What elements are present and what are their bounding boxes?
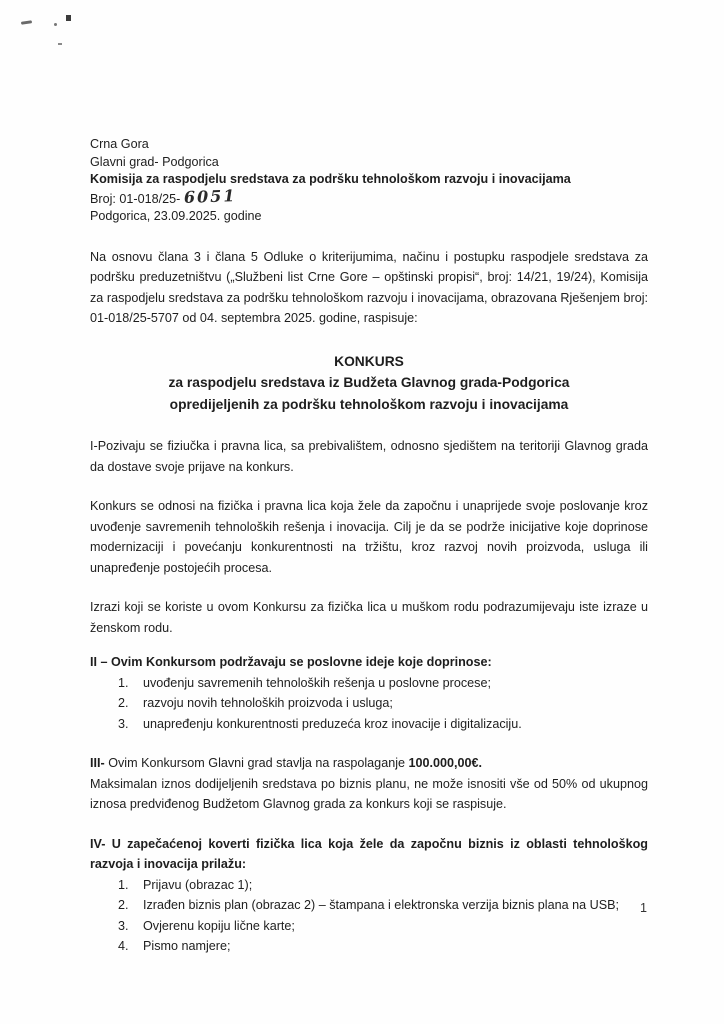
list-item-number: 1. [118,675,129,690]
list-item-text: razvoju novih tehnoloških proizvoda i usluga; [143,696,393,711]
list-item-text: Prijavu (obrazac 1); [143,877,253,892]
list-item [90,693,648,714]
scan-artifact-mark [58,43,62,45]
section-ii-list [90,673,648,735]
scan-artifact-mark [21,20,32,25]
list-item-number: 2. [118,696,129,711]
document-header [90,136,648,226]
header-reference-number [90,185,648,209]
scan-artifact-mark [54,23,57,26]
title-line-3: opredijeljenih za podršku tehnološkom razvoju i inovacijama [169,396,569,412]
reference-number-label: Broj: 01-018/25- [90,191,181,206]
gender-note-paragraph: Izrazi koji se koriste u ovom Konkursu za fizička lica u muškom rodu podrazumijevaju iste izraze u ženskom rodu. [90,600,648,635]
list-item [90,916,648,937]
section-iii [90,753,648,815]
konkurs-title [90,351,648,416]
document-content [90,136,648,976]
header-commission: Komisija za raspodjelu sredstava za podršku tehnološkom razvoju i inovacijama [90,172,571,187]
list-item [90,673,648,694]
section-iv-heading: IV- U zapečaćenoj koverti fizička lica koja žele da započnu biznis iz oblasti tehnološkog razvoja i inovacija prilažu: [90,836,648,872]
section-iii-paragraph: Maksimalan iznos dodijeljenih sredstava po biznis planu, ne može isnositi vše od 50% od ukupnog iznosa predviđenog Budžetom Glavnog grada za konkurs koji se raspisuje. [90,776,648,812]
list-item-text: Izrađen biznis plan (obrazac 2) – štampana i elektronska verzija biznis plana na USB; [143,898,620,913]
section-ii-heading: II – Ovim Konkursom podržavaju se poslovne ideje koje doprinose: [90,655,492,670]
list-item [90,875,648,896]
eligibility-paragraph: Konkurs se odnosi na fizička i pravna lica koja žele da započnu i unaprijede svoje poslovanje kroz uvođenje savremenih tehnoloških rešenja i inovacija. Cilj je da se podrže inicijative koje doprinose modernizaciji i povećanju konkurentnosti na tržištu, kroz razvoj novih proizvoda, usluga ili unapređenje postojećih procesa. [90,499,648,575]
list-item-number: 1. [118,877,129,892]
section-iii-prefix: III- [90,756,105,771]
list-item [90,714,648,735]
list-item-text: Pismo namjere; [143,939,231,954]
list-item-number: 3. [118,716,129,731]
list-item [90,936,648,957]
list-item-number: 3. [118,918,129,933]
header-country: Crna Gora [90,137,149,151]
section-i-paragraph: I-Pozivaju se fiziučka i pravna lica, sa prebivalištem, odnosno sjedištem na teritoriji Glavnog grada da dostave svoje prijave na konkurs. [90,439,648,474]
list-item-number: 2. [118,898,129,913]
header-date-line: Podgorica, 23.09.2025. godine [90,209,262,224]
title-line-2: za raspodjelu sredstava iz Budžeta Glavnog grada-Podgorica [168,375,570,391]
page-number: 1 [640,901,648,915]
list-item-text: unapređenju konkurentnosti preduzeća kroz inovacije i digitalizaciju. [143,716,522,731]
section-iv-list [90,875,648,957]
list-item [90,895,648,916]
funds-amount: 100.000,00€. [408,756,483,771]
handwritten-number: 6051 [183,185,238,207]
header-city: Glavni grad- Podgorica [90,154,219,169]
intro-paragraph: Na osnovu člana 3 i člana 5 Odluke o kriterijumima, načinu i postupku raspodjele sredstava za podršku preduzetništvu („Službeni list Crne Gore – opštinski propisi“, broj: 14/21, 19/24), Komisija za raspodjelu sredstava za podršku tehnološkom razvoju i inovacijama, obrazovana Rješenjem broj: 01-018/25-5707 od 04. septembra 2025. godine, raspisuje: [90,249,648,326]
title-line-1: KONKURS [334,353,404,369]
section-iii-heading [90,753,648,774]
list-item-number: 4. [118,939,129,954]
scan-artifact-mark [66,15,71,21]
list-item-text: Ovjerenu kopiju lične karte; [143,918,295,933]
section-iii-lead: Ovim Konkursom Glavni grad stavlja na raspolaganje [104,756,409,771]
list-item-text: uvođenju savremenih tehnoloških rešenja u poslovne procese; [143,675,491,690]
